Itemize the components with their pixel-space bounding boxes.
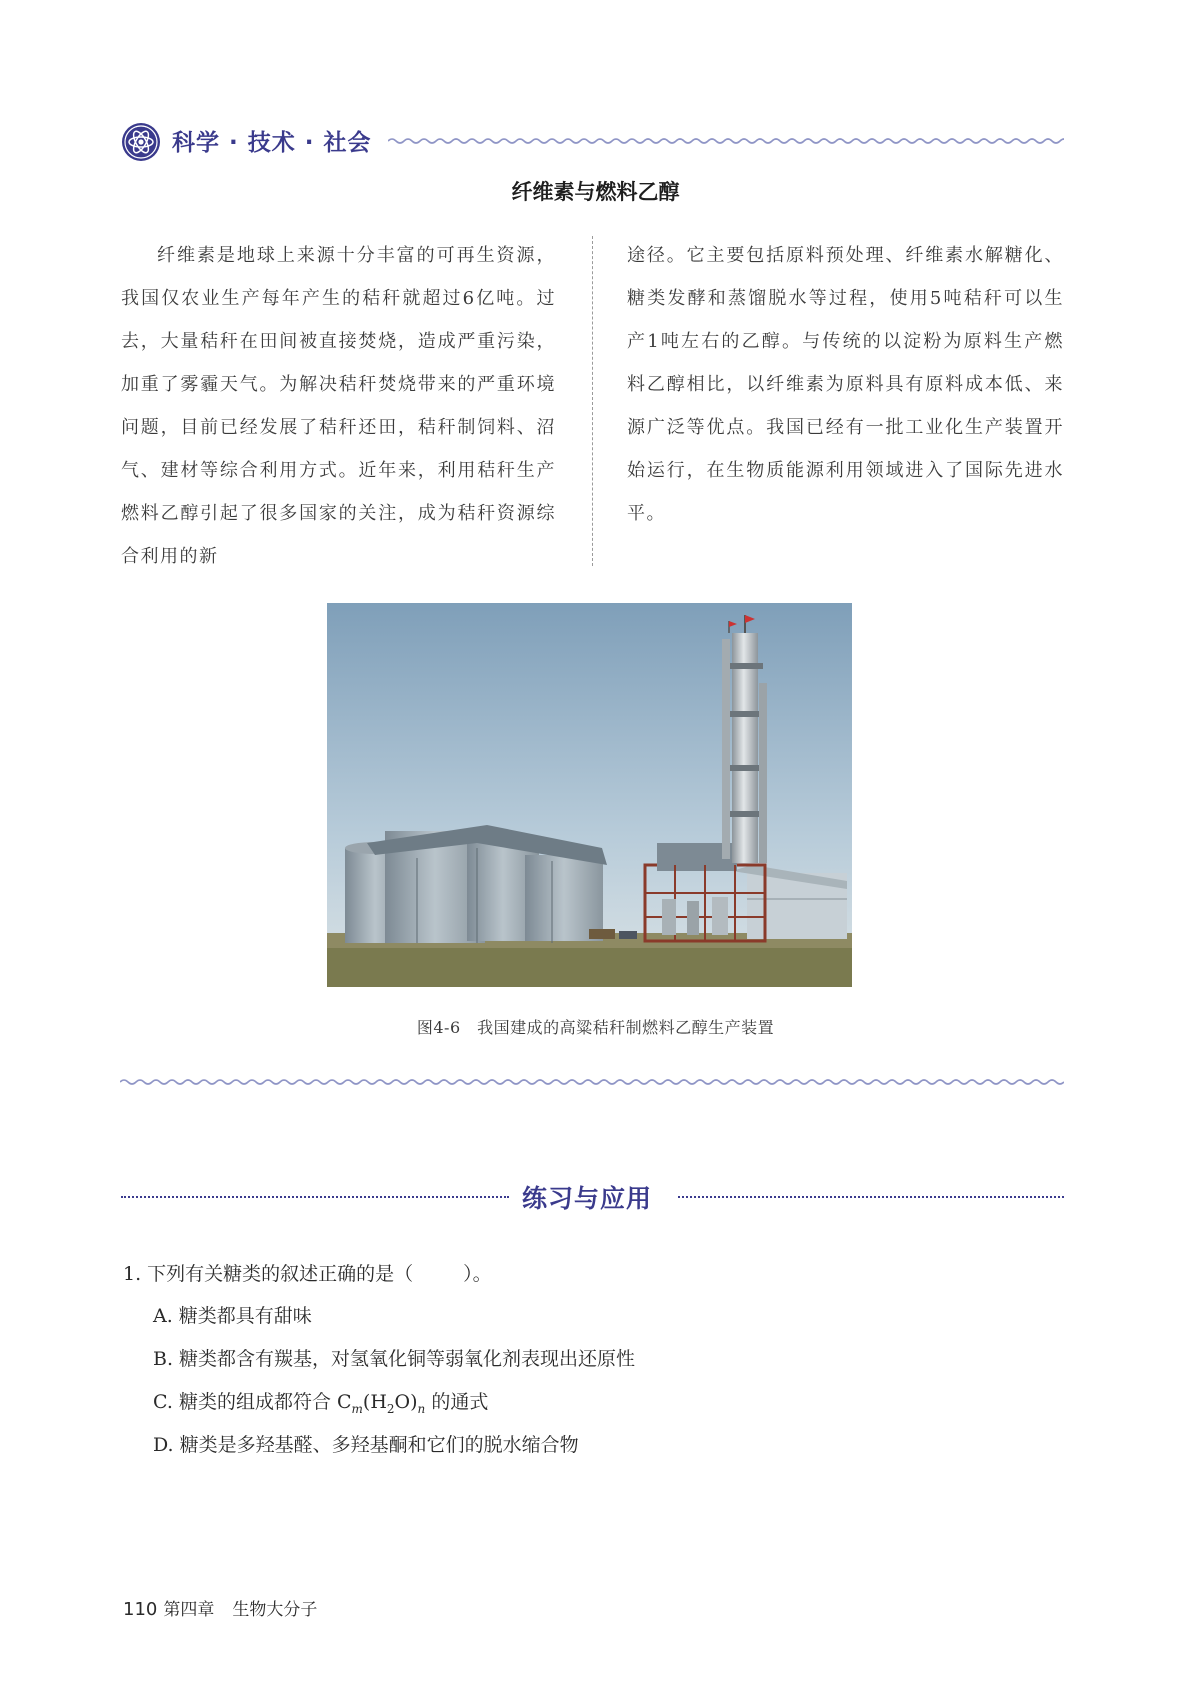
subscript-n: n [417,1401,426,1416]
header-wave-divider [388,136,1064,146]
page-footer [123,1595,317,1620]
chapter-title: 生物大分子 [232,1600,318,1620]
figure-caption: 图4-6 我国建成的高粱秸秆制燃料乙醇生产装置 [416,1018,775,1037]
formula-part: (H [362,1391,387,1413]
article-right-column [627,234,1064,535]
atom-icon [120,121,162,163]
option-d: D. 糖类是多羟基醛、多羟基酮和它们的脱水缩合物 [153,1434,579,1456]
article-paragraph: 纤维素是地球上来源十分丰富的可再生资源，我国仅农业生产每年产生的秸秆就超过6亿吨。过去，大量秸秆在田间被直接焚烧，造成严重污染，加重了雾霾天气。为解决秸秆焚烧带来的严重环境问题，目前已经发展了秸秆还田，秸秆制饲料、沼气、建材等综合利用方式。近年来，利用秸秆生产燃料乙醇引起了很多国家的关注，成为秸秆资源综合利用的新 [121,245,556,567]
article-title: 纤维素与燃料乙醇 [511,180,680,204]
option-c-tail: 的通式 [425,1391,489,1413]
subscript-2: 2 [386,1401,395,1416]
chapter-label: 第四章 [163,1600,215,1620]
ethanol-plant-photo [327,603,852,987]
section-title: 科学 · 技术 · 社会 [172,130,372,156]
exercise-header-dots-right [678,1196,1064,1198]
option-a: A. 糖类都具有甜味 [153,1305,312,1327]
question-1-stem [123,1259,492,1286]
column-divider [592,236,593,566]
option-c-text: C. 糖类的组成都符合 C [153,1391,352,1413]
question-1-text: 1. 下列有关糖类的叙述正确的是（ [123,1263,414,1285]
exercise-header-dots-left [121,1196,509,1198]
option-b: B. 糖类都含有羰基，对氢氧化铜等弱氧化剂表现出还原性 [153,1348,636,1370]
page-number: 110 [123,1599,158,1620]
question-1-end: ）。 [463,1263,492,1285]
option-c [153,1387,488,1416]
formula-part-2: O) [394,1391,418,1413]
section-end-wave-divider [120,1077,1064,1087]
article-left-column [121,234,556,578]
article-paragraph-continued: 途径。它主要包括原料预处理、纤维素水解糖化、糖类发酵和蒸馏脱水等过程，使用5吨秸秆可以生产1吨左右的乙醇。与传统的以淀粉为原料生产燃料乙醇相比，以纤维素为原料具有原料成本低、来源广泛等优点。我国已经有一批工业化生产装置开始运行，在生物质能源利用领域进入了国际先进水平。 [627,245,1064,524]
subscript-m: m [351,1401,363,1416]
exercise-section-title: 练习与应用 [522,1184,653,1213]
